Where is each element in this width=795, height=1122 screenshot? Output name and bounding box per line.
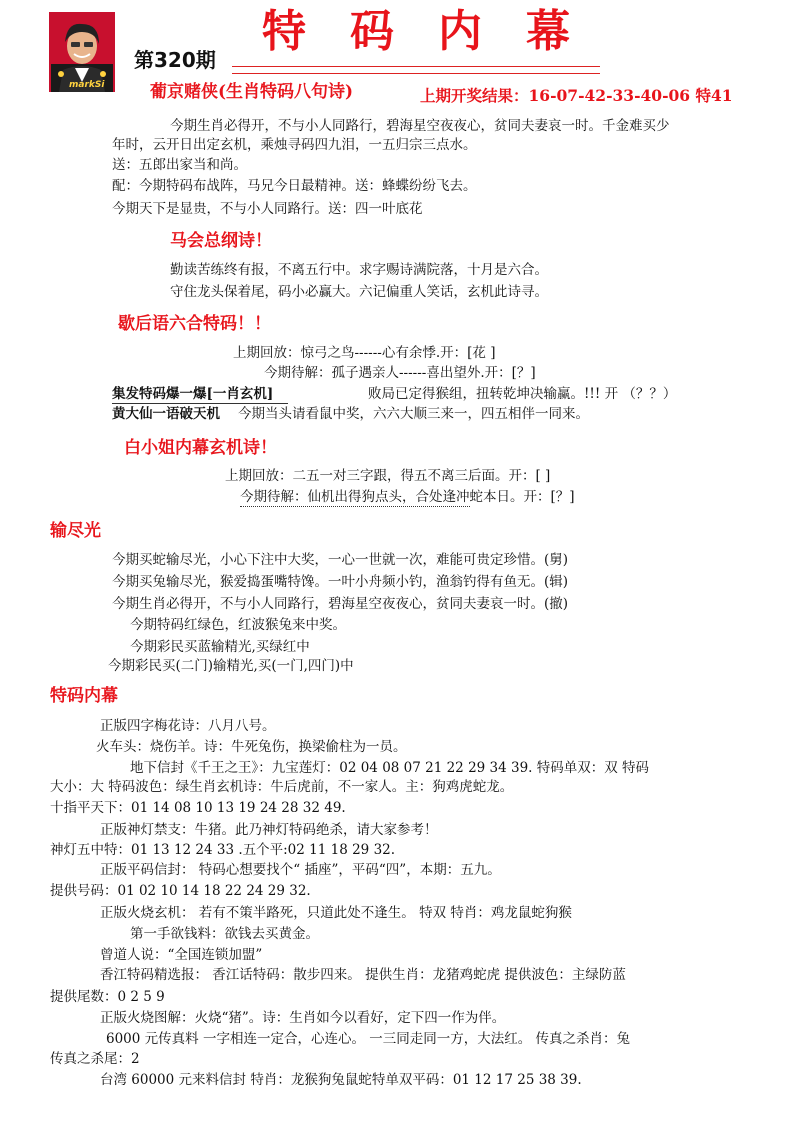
section-title-neimu: 特码内幕 xyxy=(50,686,118,706)
xiehouyu-last: 上期回放：惊弓之鸟------心有余悸.开：[花 ] xyxy=(233,345,496,361)
shujin-line: 今期买兔输尽光，猴爱捣蛋嘴特馋。一叶小舟频小钓，渔翁钓得有鱼无。(辑) xyxy=(112,574,569,590)
neimu-line: 大小：大 特码波色：绿生肖玄机诗：牛后虎前，不一家人。主：狗鸡虎蛇龙。 xyxy=(50,779,514,795)
title-divider-2 xyxy=(232,73,600,74)
neimu-line: 十指平天下：01 14 08 10 13 19 24 28 32 49. xyxy=(50,800,346,816)
subtitle-left: 葡京赌侠(生肖特码八句诗) xyxy=(150,82,354,102)
bai-current: 今期待解：仙机出得狗点头，合处逢冲蛇本日。开：[？] xyxy=(240,489,575,505)
neimu-line: 正版火烧玄机： 若有不策半路死，只道此处不逢生。 特双 特肖：鸡龙鼠蛇狗猴 xyxy=(100,905,572,921)
bai-underline xyxy=(240,506,470,507)
xiehouyu-current: 今期待解：孤子遇亲人------喜出望外.开：[？] xyxy=(264,365,536,381)
jiwa-text: 败局已定得猴组，扭转乾坤决输赢。!!! 开 （？？） xyxy=(368,386,677,402)
neimu-line: 台湾 60000 元来料信封 特肖：龙猴狗兔鼠蛇特单双平码：01 12 17 25 38 39. xyxy=(100,1072,582,1088)
neimu-line: 6000 元传真料 一字相连一定合，心连心。 一三同走同一方，大法红。 传真之杀肖：兔 xyxy=(106,1031,631,1047)
logo-text: markSi xyxy=(69,80,105,90)
poem-line: 配：今期特码布战阵，马兄今日最精神。送：蜂蝶纷纷飞去。 xyxy=(112,178,477,194)
huang-text: 今期当头请看鼠中奖，六六大顺三来一，四五相伴一同来。 xyxy=(238,406,589,422)
neimu-line: 正版四字梅花诗：八月八号。 xyxy=(100,718,276,734)
shujin-line: 今期彩民买(二门)输精光,买(一门,四门)中 xyxy=(108,658,354,674)
neimu-line: 传真之杀尾：2 xyxy=(50,1051,140,1067)
neimu-line: 曾道人说：“全国连锁加盟” xyxy=(100,947,263,963)
poem-line: 今期生肖必得开，不与小人同路行，碧海星空夜夜心，贫同夫妻哀一时。千金难买少 xyxy=(170,118,670,134)
section-title-shujin: 输尽光 xyxy=(50,521,101,541)
neimu-line: 正版平码信封： 特码心想要找个“ 插座”，平码“四”，本期：五九。 xyxy=(100,862,501,878)
section-title-bai: 白小姐内幕玄机诗！ xyxy=(124,438,277,458)
neimu-line: 提供尾数：0 2 5 9 xyxy=(50,989,165,1005)
neimu-line: 香江特码精选报： 香江话特码：散步四来。 提供生肖：龙猪鸡蛇虎 提供波色：主绿防蓝 xyxy=(100,967,626,983)
jiwa-label: 集发特码爆一爆[一肖玄机] xyxy=(112,386,274,402)
poem-line: 送：五郎出家当和尚。 xyxy=(112,157,247,173)
neimu-line: 地下信封《千王之王》：九宝莲灯：02 04 08 07 21 22 29 34 39. 特码单双：双 特码 xyxy=(130,760,650,776)
mahui-line: 勤读苦练终有报，不离五行中。求字赐诗满院落，十月是六合。 xyxy=(170,262,548,278)
huang-label: 黄大仙一语破天机 xyxy=(112,406,220,422)
neimu-line: 火车头：烧伤羊。诗：牛死兔伤，换梁偷柱为一员。 xyxy=(96,739,407,755)
shujin-line: 今期买蛇输尽光，小心下注中大奖，一心一世就一次，难能可贵定珍惜。(舅) xyxy=(112,552,569,568)
jiwa-underline xyxy=(112,403,288,404)
section-title-xiehouyu: 歇后语六合特码！！ xyxy=(118,314,271,334)
neimu-line: 正版神灯禁支：牛猪。此乃神灯特码绝杀，请大家参考！ xyxy=(100,822,438,838)
shujin-line: 今期特码红绿色，红波猴兔来中奖。 xyxy=(130,617,346,633)
issue-number: 第320期 xyxy=(134,48,216,72)
neimu-line: 神灯五中特：01 13 12 24 33 .五个平:02 11 18 29 32. xyxy=(50,842,396,858)
last-draw-result: 上期开奖结果：16-07-42-33-40-06 特41 xyxy=(420,86,733,105)
poem-line: 年时，云开日出定玄机，乘烛寻码四九泪，一五归宗三点水。 xyxy=(112,137,477,153)
neimu-line: 正版火烧图解：火烧“猪”。诗：生肖如今以看好，定下四一作为伴。 xyxy=(100,1010,506,1026)
shujin-line: 今期彩民买蓝输精光,买绿红中 xyxy=(130,639,310,655)
avatar xyxy=(49,12,115,92)
neimu-line: 提供号码：01 02 10 14 18 22 24 29 32. xyxy=(50,883,311,899)
poem-line: 今期天下是显贵，不与小人同路行。送：四一叶底花 xyxy=(112,201,423,217)
mahui-line: 守住龙头保着尾，码小必赢大。六记偏重人笑话，玄机此诗寻。 xyxy=(170,284,548,300)
title-divider xyxy=(232,66,600,67)
neimu-line: 第一手欲钱料：欲钱去买黄金。 xyxy=(130,926,319,942)
bai-last: 上期回放：二五一对三字跟，得五不离三后面。开：[ ] xyxy=(225,468,551,484)
page-title: 特码内幕 xyxy=(262,6,614,57)
shujin-line: 今期生肖必得开，不与小人同路行，碧海星空夜夜心，贫同夫妻哀一时。(撤) xyxy=(112,596,569,612)
section-title-mahui: 马会总纲诗！ xyxy=(170,231,272,251)
